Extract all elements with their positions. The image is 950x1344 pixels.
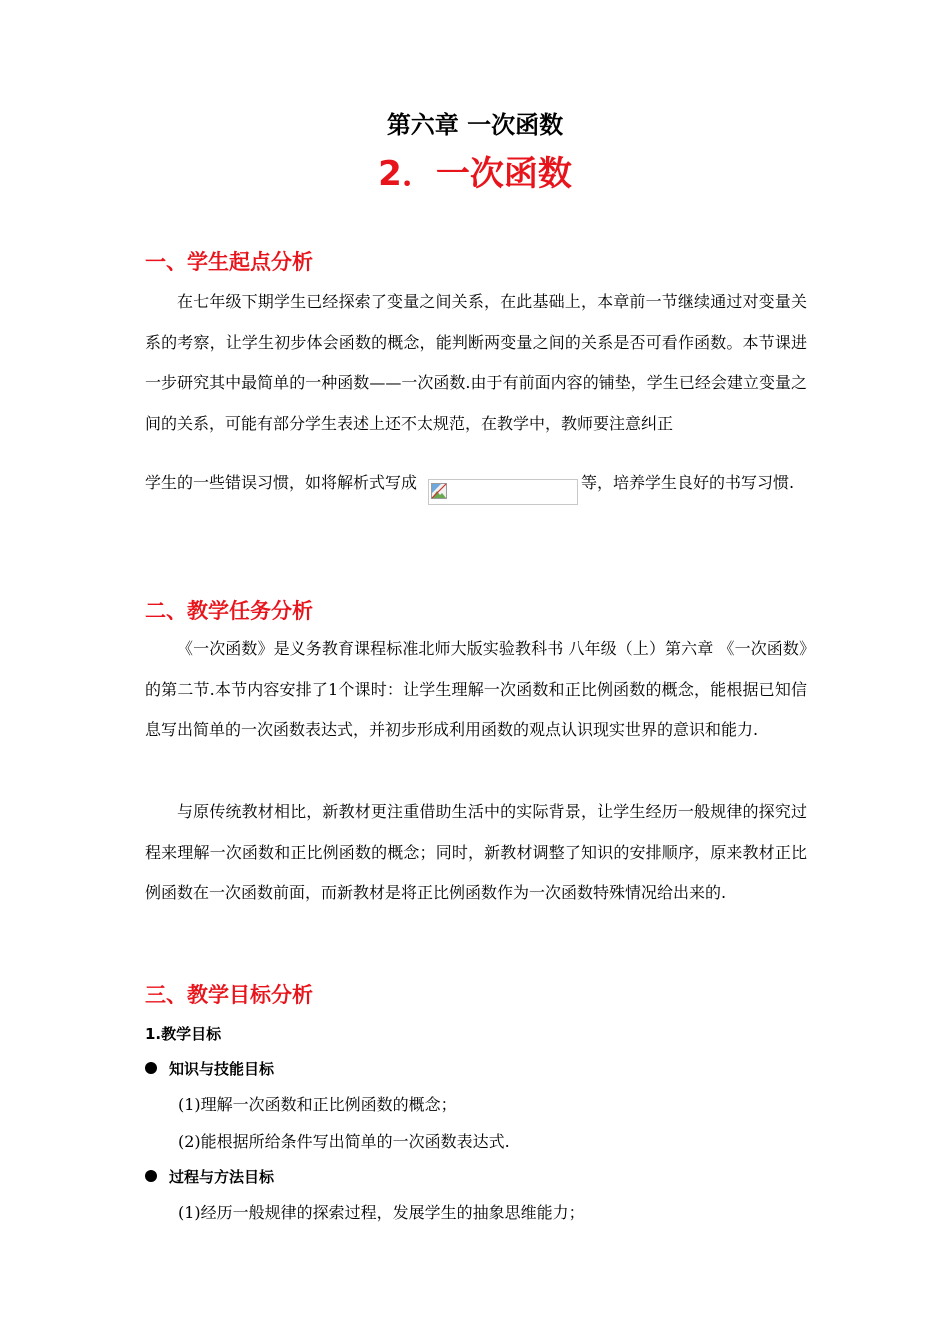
- bullet-dot-icon: [145, 1170, 157, 1182]
- list-item: (1)经历一般规律的探索过程，发展学生的抽象思维能力；: [178, 1203, 585, 1222]
- list-item: (1)理解一次函数和正比例函数的概念；: [178, 1095, 457, 1114]
- bullet-label: 知识与技能目标: [169, 1060, 275, 1078]
- section-heading-task-analysis: 二、教学任务分析: [145, 599, 313, 623]
- chapter-title: 第六章 一次函数: [386, 111, 564, 139]
- list-item: (2)能根据所给条件写出简单的一次函数表达式.: [178, 1132, 510, 1151]
- paragraph-task-analysis-2: 与原传统教材相比，新教材更注重借助生活中的实际背景，让学生经历一般规律的探究过程来理解一次函数和正比例函数的概念；同时，新教材调整了知识的安排顺序，原来教材正比例函数在一次函数前面，而新教材是将正比例函数作为一次函数特殊情况给出来的.: [145, 802, 807, 902]
- bullet-label: 过程与方法目标: [169, 1168, 275, 1186]
- formula-image-placeholder: [428, 479, 578, 505]
- bullet-process-method: [145, 1166, 274, 1188]
- section-heading-student-analysis: 一、学生起点分析: [145, 250, 313, 274]
- bullet-dot-icon: [145, 1062, 157, 1074]
- broken-image-icon: [431, 483, 447, 499]
- paragraph-student-analysis: 在七年级下期学生已经探索了变量之间关系，在此基础上，本章前一节继续通过对变量关系的考察，让学生初步体会函数的概念，能判断两变量之间的关系是否可看作函数。本节课进一步研究其中最简单的一种函数——一次函数.由于有前面内容的铺垫，学生已经会建立变量之间的关系，可能有部分学生表述上还不太规范，在教学中，教师要注意纠正: [145, 292, 807, 433]
- paragraph-student-analysis-line-after-formula: 等，培养学生良好的书写习惯.: [581, 473, 795, 492]
- sub-heading-teaching-objectives: 1.教学目标: [145, 1025, 222, 1043]
- lesson-title: 2．一次函数: [378, 154, 572, 194]
- paragraph-task-analysis-1: 《一次函数》是义务教育课程标准北师大版实验教科书 八年级（上）第六章 《一次函数》的第二节.本节内容安排了1个课时：让学生理解一次函数和正比例函数的概念，能根据已知信息写出简单的一次函数表达式，并初步形成利用函数的观点认识现实世界的意识和能力.: [145, 639, 807, 739]
- bullet-knowledge-skills: [145, 1058, 274, 1080]
- paragraph-student-analysis-line-before-formula: 学生的一些错误习惯，如将解析式写成: [145, 473, 418, 492]
- section-heading-objective-analysis: 三、教学目标分析: [145, 983, 313, 1007]
